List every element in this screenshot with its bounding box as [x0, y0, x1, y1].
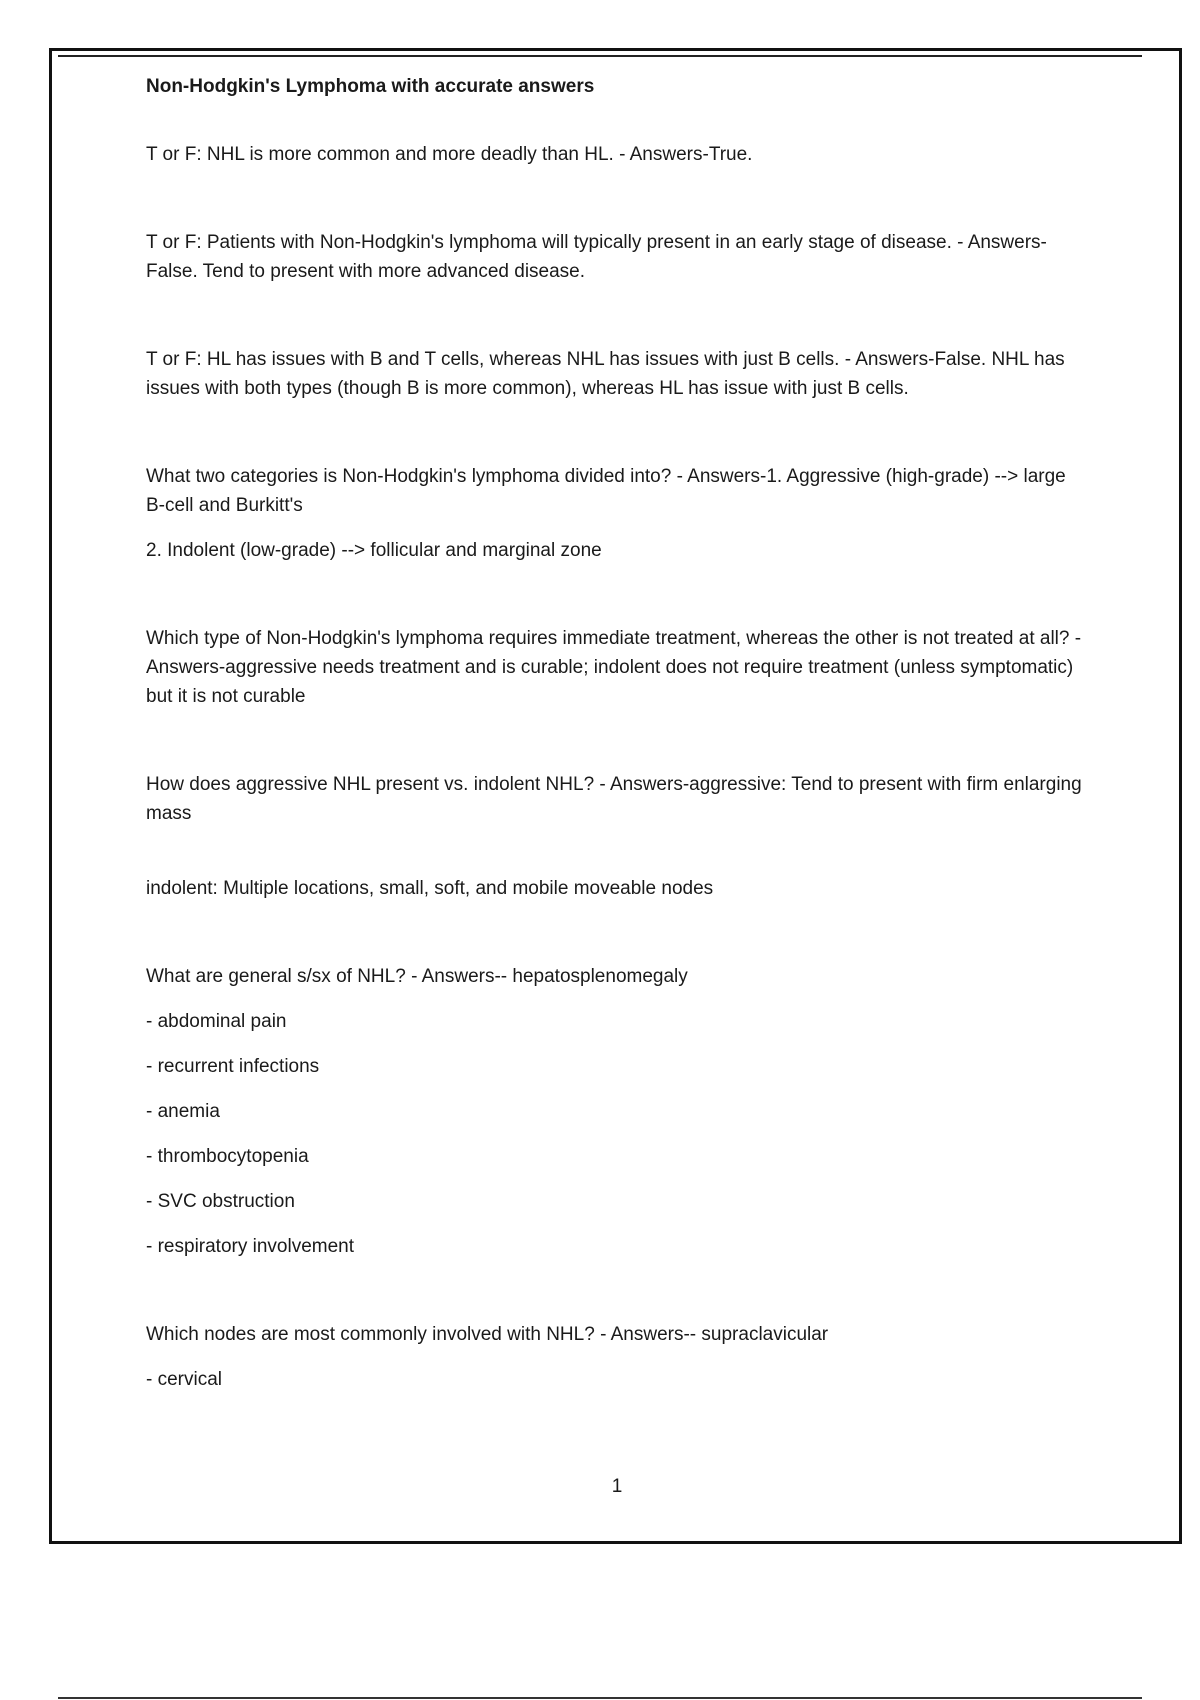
list-item: - cervical: [146, 1369, 223, 1390]
list-item: - thrombocytopenia: [146, 1146, 309, 1167]
qa-text: T or F: Patients with Non-Hodgkin's lymphoma will typically present in an early stage of disease. - Answers-False. Tend to present with more advanced disease.: [146, 232, 1047, 282]
qa-text: Which type of Non-Hodgkin's lymphoma requires immediate treatment, whereas the other is not treated at all? - Answers-aggressive needs treatment and is curable; indolent does not require treatment (unless symptomatic) but it is not curable: [146, 628, 1082, 707]
qa-text: What two categories is Non-Hodgkin's lymphoma divided into? - Answers-1. Aggressive (high-grade) --> large B-cell and Burkitt's: [146, 466, 1066, 516]
qa-item-8: [146, 1320, 1086, 1394]
document-title: Non-Hodgkin's Lymphoma with accurate answers: [146, 76, 595, 97]
qa-item-2: [146, 228, 1086, 286]
list-item: - SVC obstruction: [146, 1191, 295, 1212]
qa-text: Which nodes are most commonly involved with NHL? - Answers-- supraclavicular: [146, 1324, 829, 1345]
top-rule: [58, 55, 1142, 57]
qa-item-3: [146, 345, 1086, 403]
list-item: - respiratory involvement: [146, 1236, 355, 1257]
qa-item-5: [146, 624, 1086, 711]
qa-text: indolent: Multiple locations, small, soft, and mobile moveable nodes: [146, 878, 714, 899]
qa-text: T or F: HL has issues with B and T cells, whereas NHL has issues with just B cells. - Answers-False. NHL has issues with both types (though B is more common), whereas HL has issue with just B cells.: [146, 349, 1065, 399]
document-body: [146, 72, 1086, 1453]
bottom-rule: [58, 1697, 1142, 1699]
qa-item-7: [146, 962, 1086, 1261]
list-item: - recurrent infections: [146, 1056, 320, 1077]
list-item: - abdominal pain: [146, 1011, 287, 1032]
qa-text: How does aggressive NHL present vs. indolent NHL? - Answers-aggressive: Tend to present with firm enlarging mass: [146, 774, 1082, 824]
page-number: 1: [611, 1476, 623, 1497]
qa-item-4: [146, 462, 1086, 565]
qa-text: T or F: NHL is more common and more deadly than HL. - Answers-True.: [146, 144, 753, 165]
qa-text: 2. Indolent (low-grade) --> follicular and marginal zone: [146, 540, 602, 561]
qa-text: What are general s/sx of NHL? - Answers-- hepatosplenomegaly: [146, 966, 688, 987]
list-item: - anemia: [146, 1101, 220, 1122]
qa-item-1: [146, 140, 1086, 169]
qa-item-6: [146, 770, 1086, 903]
